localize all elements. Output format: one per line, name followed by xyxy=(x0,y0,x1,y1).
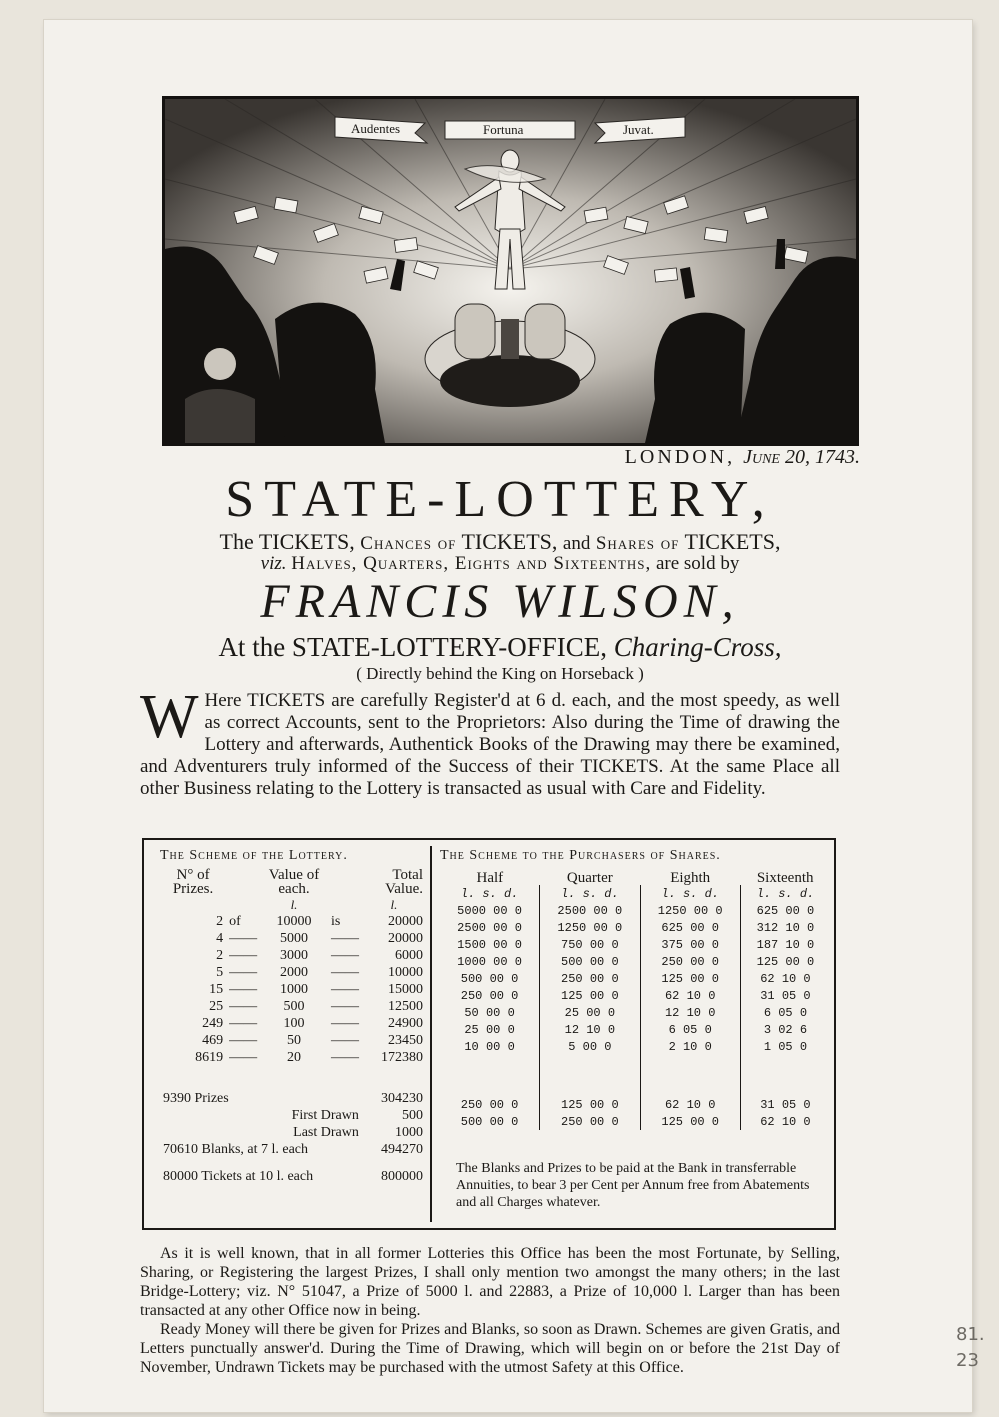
subtitle-shares: Shares of xyxy=(595,533,680,554)
share-row: 1000 00 0 500 00 0 250 00 0 125 00 0 xyxy=(440,953,830,970)
shares-scheme-table: The Scheme to the Purchasers of Shares. Half Quarter Eighth Sixteenth l. s. d. l. s. d. l. s. d. l. s. d. 5000 00 0 2500 00 0 1250 00 0 625 00 0 2500 00 0 1250 00 0 625 00 0 312 10 0 1500 00 0 750 00 0 375 00 0 187 10 0 1000 00 0 500 00 0 250 00 0 125 00 0 500 00 0 250 00 0 125 00 0 62 10 0 250 00 0 125 00 0 62 10 0 31 05 0 50 00 0 25 00 0 12 10 0 6 05 0 25 00 0 12 10 0 6 05 0 3 02 6 10 00 0 5 00 0 2 10 0 1 05 0 250 00 0 125 00 0 62 10 0 31 05 0 500 00 0 250 00 0 125 00 0 62 10 0 xyxy=(440,848,830,1130)
share-last-row: 500 00 0 250 00 0 125 00 0 62 10 0 xyxy=(440,1113,830,1130)
table-row: 2 of 10000 is 20000 xyxy=(216,913,423,929)
col-half: Half xyxy=(476,870,504,886)
share-first-row: 250 00 0 125 00 0 62 10 0 31 05 0 xyxy=(440,1096,830,1113)
footer-text xyxy=(140,1244,840,1377)
first-drawn-row: First Drawn 500 xyxy=(291,1107,423,1123)
engraving-illustration xyxy=(162,96,859,446)
subtitle-fractions: Halves, Quarters, Eights and Sixteenths, xyxy=(291,553,652,574)
archive-mark-line-1: 81. xyxy=(956,1324,985,1345)
motto-word-2: Fortuna xyxy=(483,122,524,137)
footer-paragraph-2: Ready Money will there be given for Prizes and Blanks, so soon as Drawn. Schemes are given Gratis, and Letters punctually answer'd. During the Time of Drawing, which will begin on or before the 21st Day of November, Undrawn Tickets may be purchased with the utmost Safety at this Office. xyxy=(140,1321,840,1376)
page-title: STATE-LOTTERY, xyxy=(225,471,775,528)
share-row: 5000 00 0 2500 00 0 1250 00 0 625 00 0 xyxy=(440,902,830,919)
share-row: 250 00 0 125 00 0 62 10 0 31 05 0 xyxy=(440,987,830,1004)
unit-total: l. xyxy=(390,896,398,912)
table-row: 4 —— 5000 —— 20000 xyxy=(216,930,423,946)
share-row: 50 00 0 25 00 0 12 10 0 6 05 0 xyxy=(440,1004,830,1021)
col-total: Total Value. xyxy=(385,867,423,897)
lottery-scheme-table xyxy=(160,848,426,1185)
last-drawn-row: Last Drawn 1000 xyxy=(293,1124,423,1140)
scheme-divider xyxy=(430,846,432,1222)
blanks-row: 70610 Blanks, at 7 l. each 494270 xyxy=(163,1141,423,1157)
intro-paragraph xyxy=(140,683,840,800)
subtitle-chances: Chances of xyxy=(360,533,457,554)
col-prizes: N° of Prizes. xyxy=(172,867,214,897)
office-note: ( Directly behind the King on Horseback ) xyxy=(356,664,644,683)
share-row: 1500 00 0 750 00 0 375 00 0 187 10 0 xyxy=(440,936,830,953)
dateline xyxy=(560,446,860,469)
col-quarter: Quarter xyxy=(566,870,613,886)
subtitle-sold-by: are sold by xyxy=(655,553,740,574)
share-row: 10 00 0 5 00 0 2 10 0 1 05 0 xyxy=(440,1038,830,1055)
archive-mark-line-2: 23 xyxy=(956,1350,979,1371)
payment-notice: The Blanks and Prizes to be paid at the Bank in transferrable Annuities, to bear 3 per Cent per Annum free from Abatements and all Charges whatever. xyxy=(456,1161,810,1210)
subtitle-line-2 xyxy=(120,553,880,575)
subtitle-line-1 xyxy=(120,529,880,555)
table-row: 2 —— 3000 —— 6000 xyxy=(216,947,423,963)
col-value: Value of each. xyxy=(268,867,320,897)
col-sixteenth: Sixteenth xyxy=(756,870,814,886)
table-row: 15 —— 1000 —— 15000 xyxy=(209,981,423,997)
office-line xyxy=(120,632,880,663)
subtitle-tickets: The TICKETS, xyxy=(219,529,355,554)
drop-cap: W xyxy=(140,683,199,751)
table-row: 8619 —— 20 —— 172380 xyxy=(195,1049,423,1065)
share-row: 25 00 0 12 10 0 6 05 0 3 02 6 xyxy=(440,1021,830,1038)
motto-word-3: Juvat. xyxy=(623,122,654,137)
share-row: 500 00 0 250 00 0 125 00 0 62 10 0 xyxy=(440,970,830,987)
office-name: At the STATE-LOTTERY-OFFICE, xyxy=(218,632,608,662)
table-row: 25 —— 500 —— 12500 xyxy=(209,998,423,1014)
right-scheme-header: The Scheme to the Purchasers of Shares. xyxy=(440,848,721,863)
fortuna-engraving xyxy=(165,99,856,443)
left-scheme-header: The Scheme of the Lottery. xyxy=(160,848,348,863)
motto-word-1: Audentes xyxy=(351,121,401,136)
col-eighth: Eighth xyxy=(670,870,711,886)
intro-text: Here TICKETS are carefully Register'd at 6 d. each, and the most speedy, as well as correct Accounts, sent to the Proprietors: Also during the Time of drawing the Lottery and afterwards, Authentick Books of the Drawing may there be examined, and Adventurers truly informed of the Success of their TICKETS. At the same Place all other Business relating to the Lottery is transacted as usual with Care and Fidelity. xyxy=(140,690,840,799)
archive-mark xyxy=(956,1322,985,1374)
tickets-row: 80000 Tickets at 10 l. each 800000 xyxy=(163,1168,423,1184)
dateline-date: June 20, 1743. xyxy=(743,446,860,468)
subtitle-and: and xyxy=(562,533,591,554)
office-location: Charing-Cross, xyxy=(613,632,782,662)
dateline-city: LONDON, xyxy=(624,446,736,468)
table-row: 249 —— 100 —— 24900 xyxy=(202,1015,423,1031)
subtitle-tickets-2: TICKETS, xyxy=(461,529,558,554)
share-row: 2500 00 0 1250 00 0 625 00 0 312 10 0 xyxy=(440,919,830,936)
footer-paragraph-1: As it is well known, that in all former Lotteries this Office has been the most Fortunate, by Selling, Sharing, or Registering the largest Prizes, I shall only mention two amongst the many others; in the last Bridge-Lottery; viz. N° 51047, a Prize of 5000 l. and 22883, a Prize of 10,000 l. Larger than has been transacted at any other Office now in being. xyxy=(140,1245,840,1319)
prizes-total-row: 9390 Prizes 304230 xyxy=(163,1090,423,1106)
subtitle-tickets-3: TICKETS, xyxy=(684,529,781,554)
table-row: 5 —— 2000 —— 10000 xyxy=(216,964,423,980)
subtitle-viz: viz. xyxy=(260,553,287,574)
unit-value: l. xyxy=(290,896,298,912)
table-row: 469 —— 50 —— 23450 xyxy=(202,1032,423,1048)
seller-name: FRANCIS WILSON, xyxy=(260,575,740,628)
